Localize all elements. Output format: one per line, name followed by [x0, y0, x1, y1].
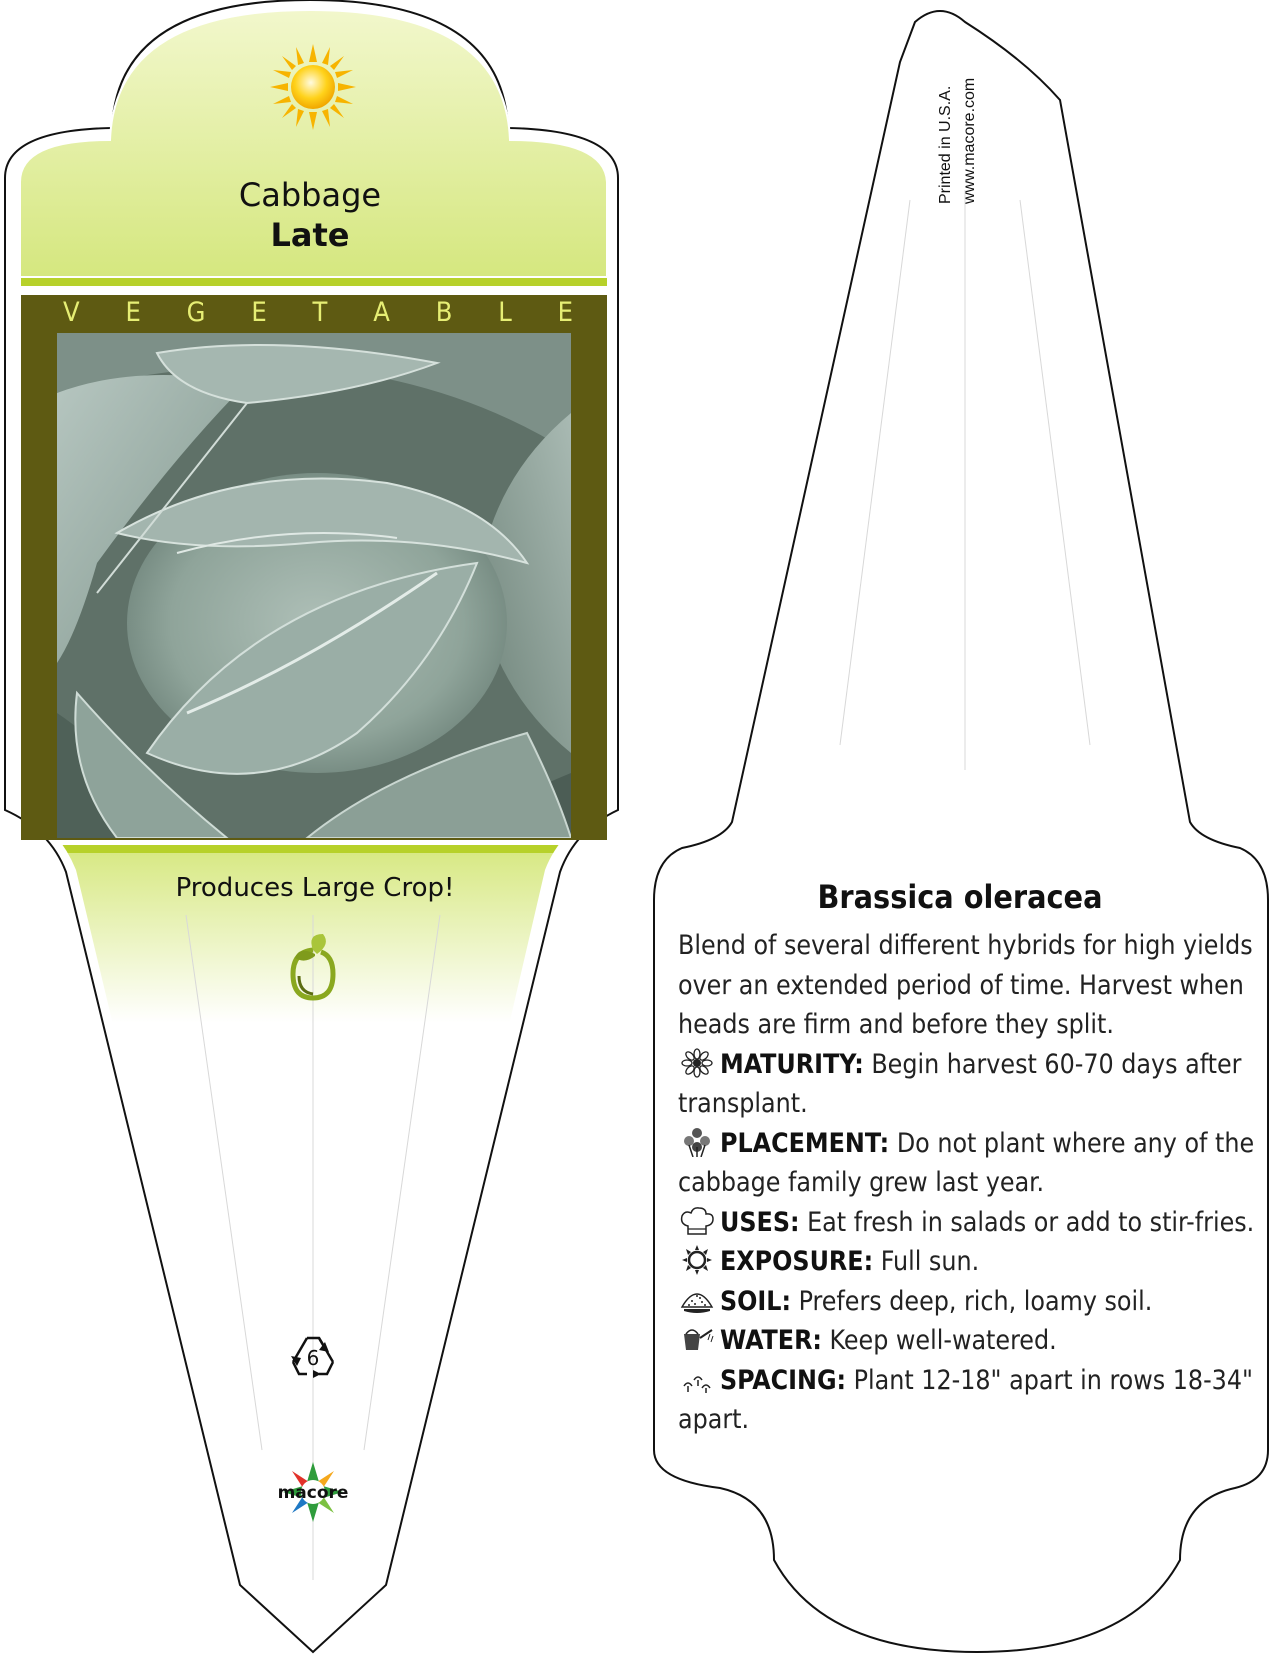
category-letter: A — [373, 297, 392, 328]
category-letter: E — [251, 297, 269, 328]
description: Blend of several different hybrids for high yields over an extended period of time. Harvest when heads are firm and before they split. — [678, 930, 1253, 1040]
water-text: Keep well-watered. — [829, 1325, 1057, 1356]
species-name: Brassica oleracea — [817, 878, 1103, 916]
recycle-code: 6 — [306, 1346, 320, 1370]
care-instructions — [678, 926, 1256, 1440]
category-letter: E — [557, 297, 575, 328]
maturity-label: MATURITY: — [720, 1048, 864, 1080]
recycle-icon — [287, 1332, 339, 1380]
cabbage-photo — [57, 333, 571, 838]
spacing-icon — [678, 1364, 716, 1394]
exposure-text: Full sun. — [880, 1246, 980, 1277]
plant-name: Cabbage — [238, 176, 382, 214]
watering-can-icon — [678, 1324, 716, 1354]
placement-text: Do not plant where any of the cabbage family grew last year. — [678, 1127, 1255, 1198]
soil-label: SOIL: — [720, 1285, 792, 1317]
spacing-text: Plant 12-18" apart in rows 18-34" apart. — [678, 1364, 1253, 1435]
water-label: WATER: — [720, 1325, 822, 1356]
attribute-spacing — [678, 1361, 1256, 1440]
category-letter: V — [63, 297, 82, 328]
category-letter: T — [312, 297, 330, 328]
tagline: Produces Large Crop! — [175, 873, 455, 903]
soil-icon — [678, 1285, 716, 1315]
maturity-text: Begin harvest 60-70 days after transplant. — [678, 1048, 1242, 1119]
attribute-placement — [678, 1124, 1256, 1203]
macore-logo — [270, 1462, 356, 1536]
plant-variety: Late — [270, 216, 350, 254]
seedling-icon — [285, 932, 341, 1002]
attribute-maturity — [678, 1045, 1256, 1124]
category-letter: L — [498, 297, 514, 328]
category-letter: E — [125, 297, 143, 328]
chef-hat-icon — [678, 1206, 716, 1236]
uses-label: USES: — [720, 1206, 800, 1238]
flower-icon — [678, 1048, 716, 1078]
exposure-label: EXPOSURE: — [720, 1246, 874, 1277]
printed-info — [920, 52, 990, 212]
attribute-uses — [678, 1203, 1256, 1243]
attribute-water — [678, 1321, 1256, 1361]
uses-text: Eat fresh in salads or add to stir-fries. — [807, 1206, 1255, 1238]
category-label — [21, 297, 607, 331]
website: www.macore.com — [961, 77, 978, 204]
sun-outline-icon — [678, 1245, 716, 1275]
attribute-exposure — [678, 1242, 1256, 1282]
spacing-label: SPACING: — [720, 1364, 847, 1396]
printed-in: Printed in U.S.A. — [937, 85, 954, 204]
brand-name: macore — [277, 1483, 349, 1503]
placement-label: PLACEMENT: — [720, 1127, 890, 1159]
plants-icon — [678, 1127, 716, 1157]
category-letter: G — [186, 297, 208, 328]
category-letter: B — [435, 297, 455, 328]
attribute-soil — [678, 1282, 1256, 1322]
soil-text: Prefers deep, rich, loamy soil. — [798, 1285, 1153, 1317]
sun-icon — [268, 42, 358, 132]
